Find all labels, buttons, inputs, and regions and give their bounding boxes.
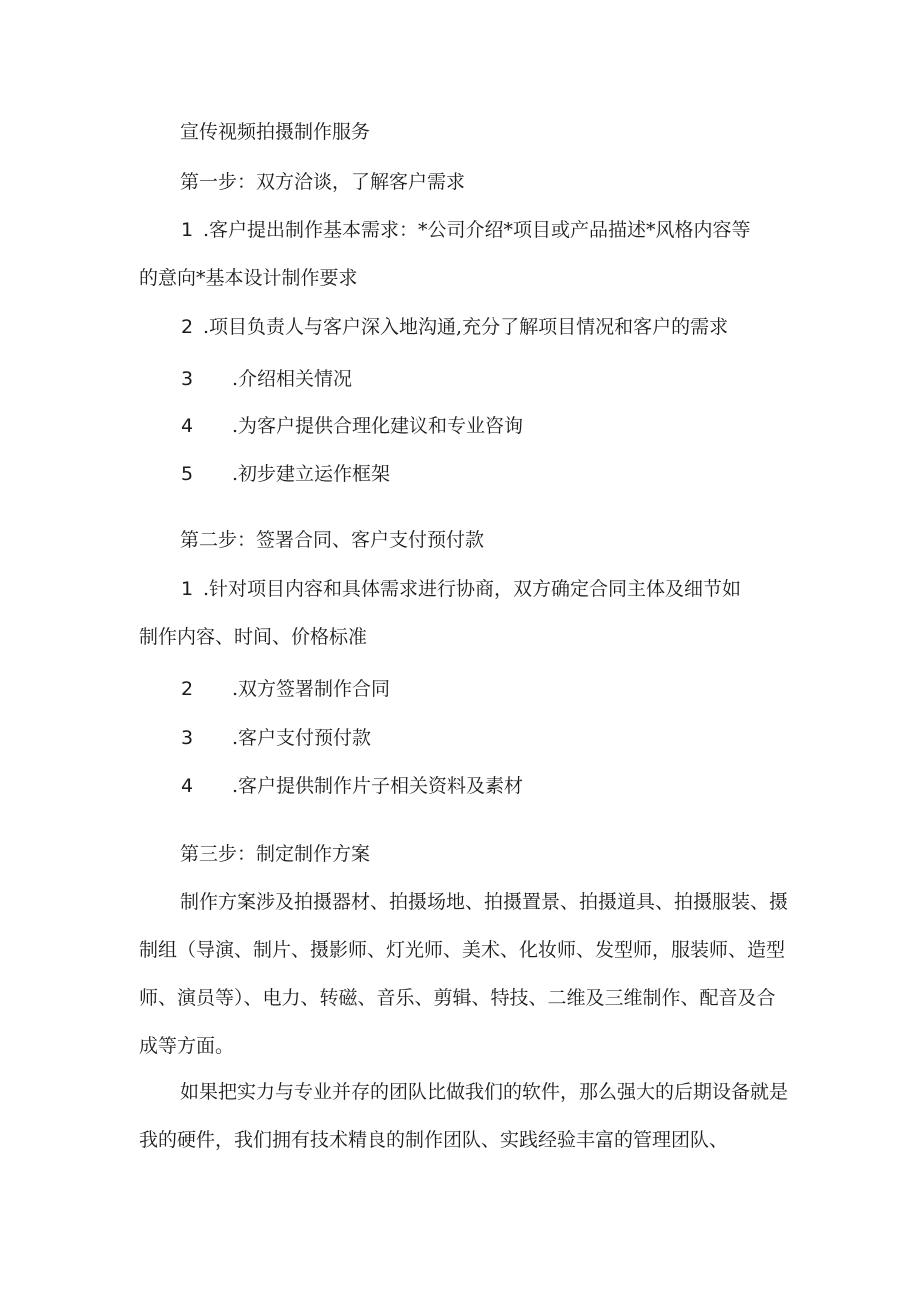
item-text: .针对项目内容和具体需求进行协商，双方确定合同主体及细节如 [203,578,742,600]
document-title: 宣传视频拍摄制作服务 [180,121,371,143]
item-number: 3 [181,368,194,390]
step1-item-1-continuation: 的意向*基本设计制作要求 [139,267,358,289]
item-text: .客户提供制作片子相关资料及素材 [232,775,524,797]
step1-item-5 [0,462,920,486]
step3-paragraph-2: 如果把实力与专业并存的团队比做我们的软件，那么强大的后期设备就是我的硬件，我们拥有技术精良的制作团队、实践经验丰富的管理团队、 [139,1081,789,1151]
item-text: .为客户提供合理化建议和专业咨询 [232,415,524,437]
item-number: 3 [181,727,194,749]
item-text: .介绍相关情况 [232,368,353,390]
item-number: 1 [181,219,194,241]
step2-item-3 [0,726,920,750]
item-text: .双方签署制作合同 [232,678,391,700]
item-number: 1 [181,578,194,600]
item-number: 2 [181,678,194,700]
step2-item-1 [0,577,920,601]
item-number: 4 [181,415,194,437]
item-number: 5 [181,463,194,485]
step2-item-1-continuation: 制作内容、时间、价格标准 [139,626,368,648]
step2-item-4 [0,774,920,798]
item-text: .客户支付预付款 [232,727,372,749]
step1-heading: 第一步：双方洽谈，了解客户需求 [180,171,466,193]
item-number: 4 [181,775,194,797]
item-text: .项目负责人与客户深入地沟通,充分了解项目情况和客户的需求 [203,316,729,338]
item-text: .客户提出制作基本需求：*公司介绍*项目或产品描述*风格内容等 [203,219,751,241]
step1-item-4 [0,414,920,438]
step1-item-3 [0,367,920,391]
step2-heading: 第二步：签署合同、客户支付预付款 [180,529,485,551]
step3-heading: 第三步：制定制作方案 [180,843,371,865]
step1-item-2 [0,315,920,339]
step3-paragraph-1: 制作方案涉及拍摄器材、拍摄场地、拍摄置景、拍摄道具、拍摄服装、摄制组（导演、制片、摄影师、灯光师、美术、化妆师、发型师，服装师、造型师、演员等）、电力、转磁、音乐、剪辑、特技、二维及三维制作、配音及合成等方面。 [139,891,789,1057]
item-number: 2 [181,316,194,338]
step1-item-1 [0,218,920,242]
item-text: .初步建立运作框架 [232,463,391,485]
step2-item-2 [0,677,920,701]
